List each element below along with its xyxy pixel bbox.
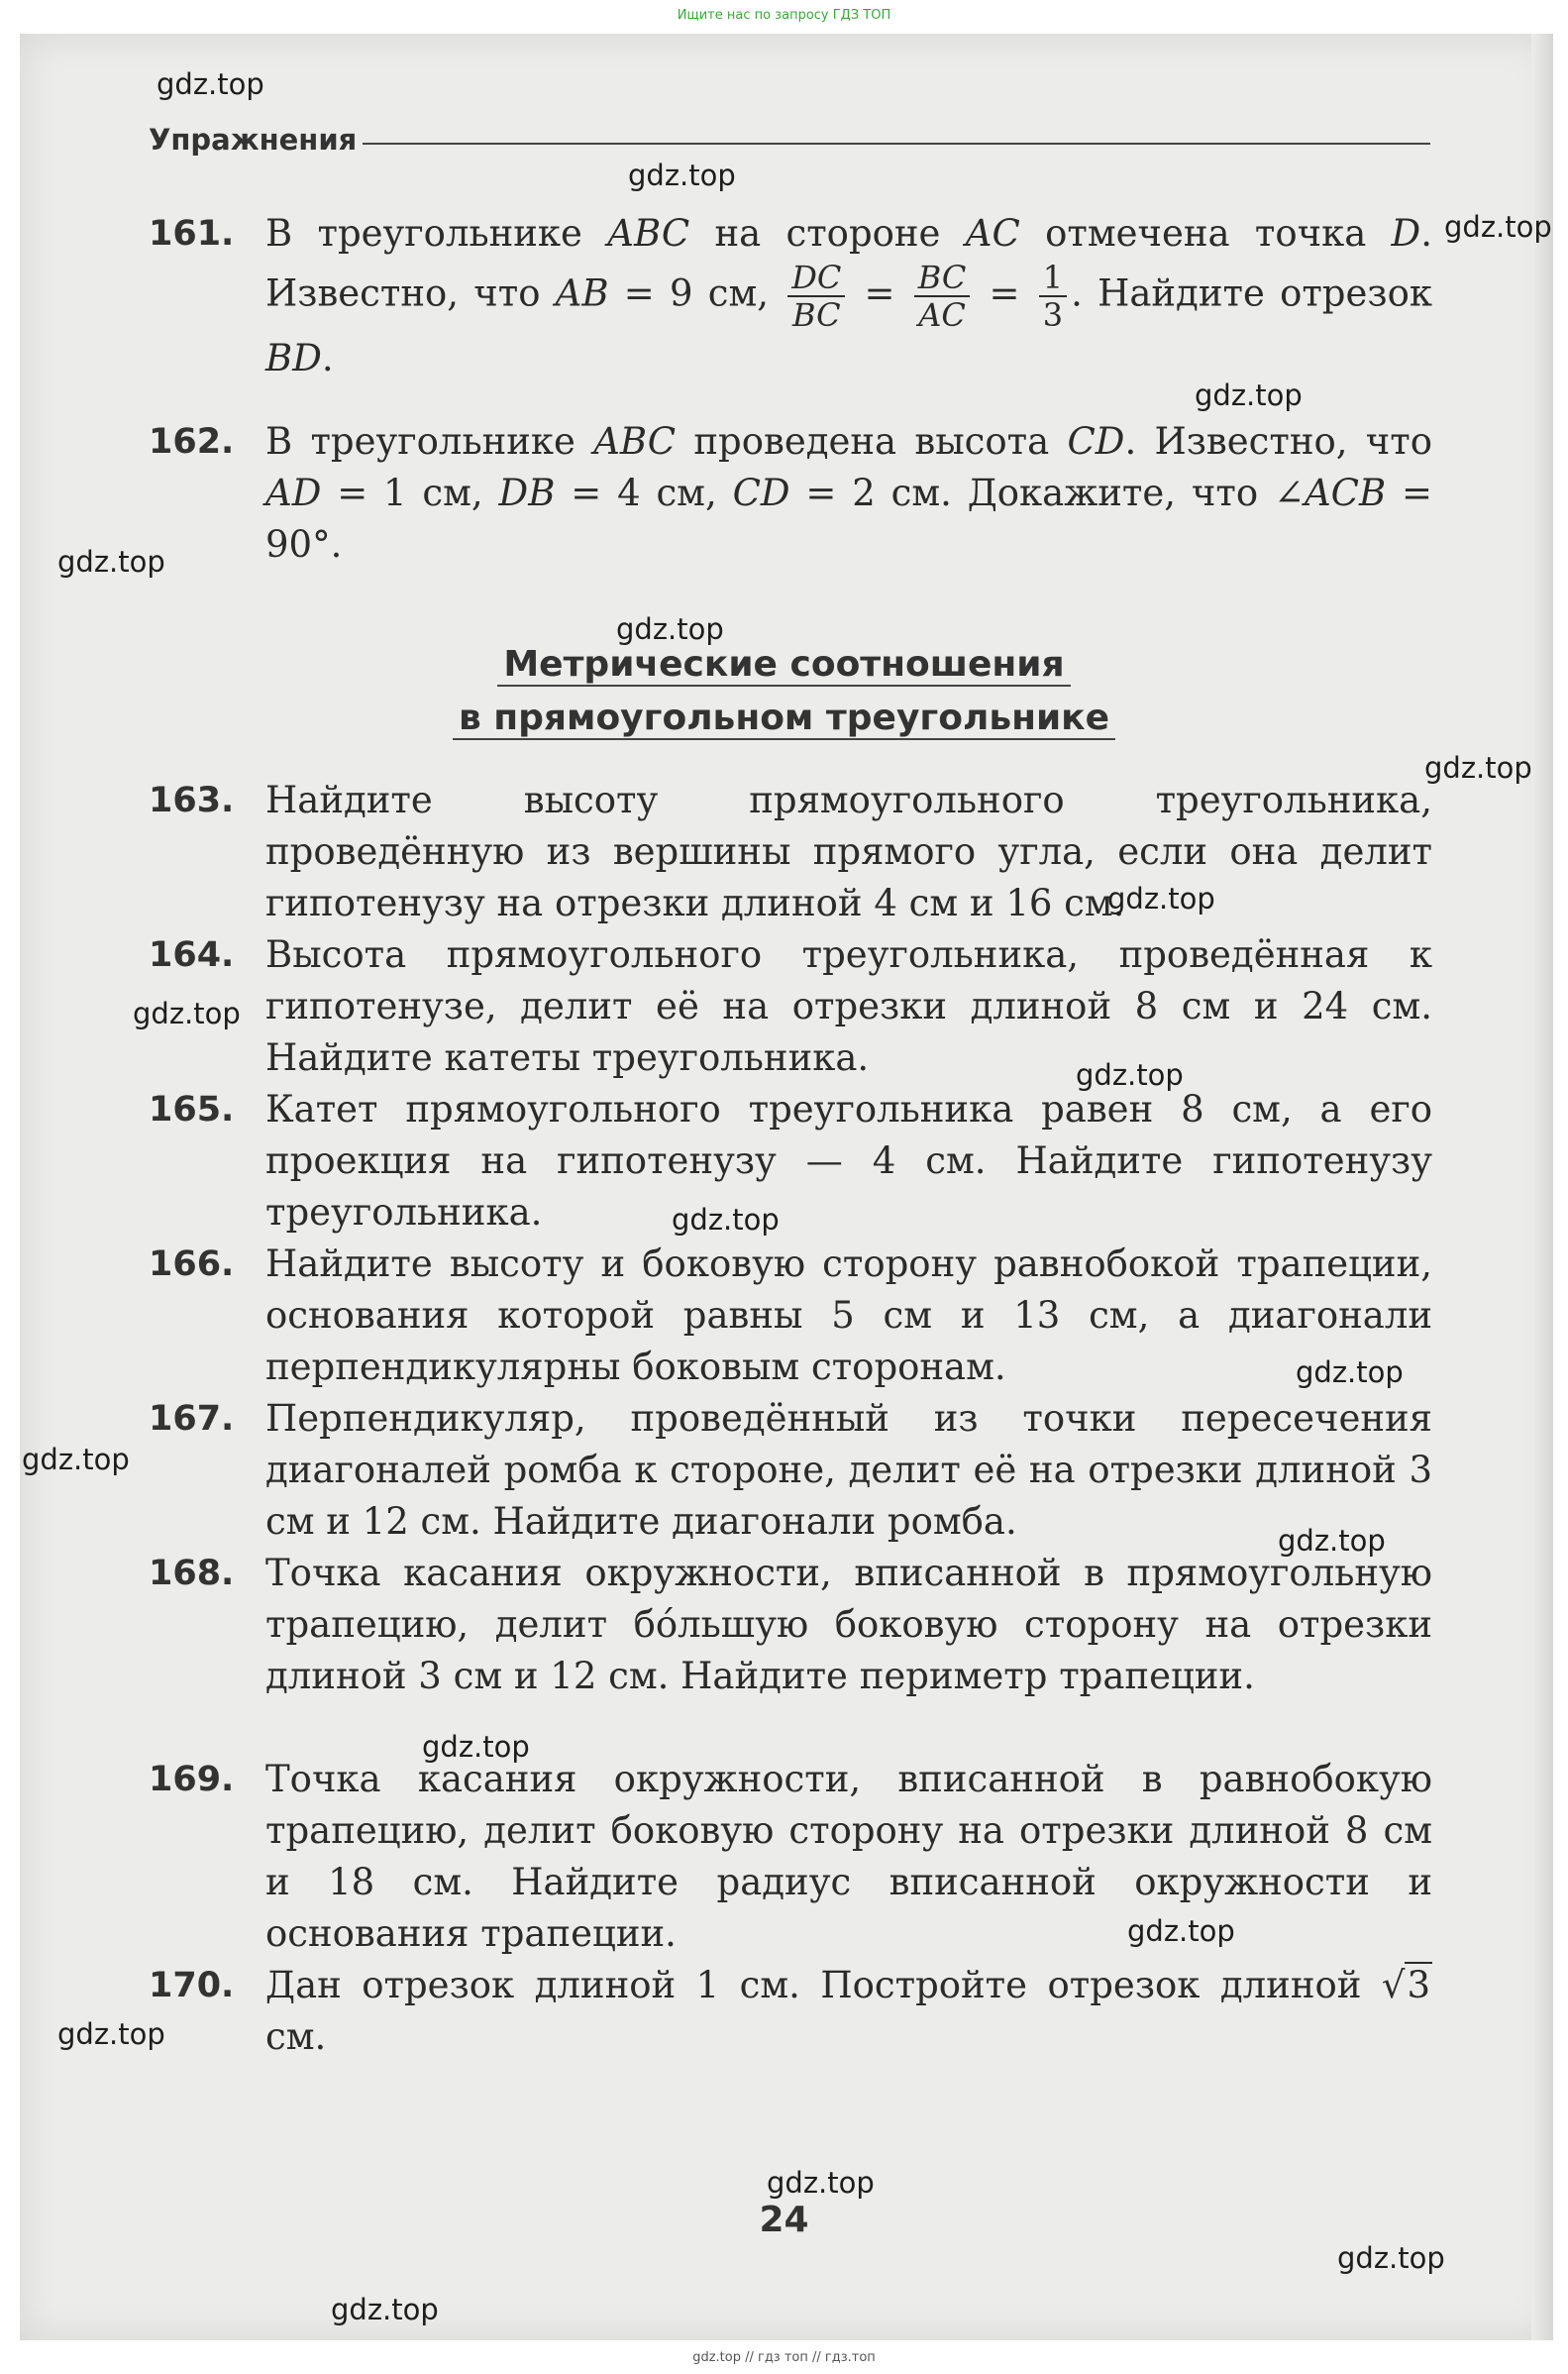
fraction-one-third: $\frac{1}{3}$ <box>1039 260 1067 333</box>
footer-note: gdz.top // гдз топ // гдз.топ <box>692 2350 876 2365</box>
watermark: gdz.top <box>1278 1524 1386 1558</box>
exercise-text: Катет прямоугольного треугольника равен 8 см, а его проекция на гипотенузу — 4 см. Найдите гипотенузу треугольника. <box>265 1088 1432 1234</box>
watermark: gdz.top <box>331 2293 439 2326</box>
exercise-number: 165. <box>149 1090 235 1130</box>
watermark: gdz.top <box>1424 751 1532 785</box>
exercise-number: 163. <box>149 781 235 820</box>
exercise-text: Точка касания окружности, вписанной в прямоугольную трапецию, делит бóльшую боковую сторону на отрезки длиной 3 см и 12 см. Найдите периметр трапеции. <box>265 1552 1432 1697</box>
watermark: gdz.top <box>133 997 241 1030</box>
subsection-title-line1: Метрические соотношения <box>0 644 1568 685</box>
watermark: gdz.top <box>1444 210 1552 244</box>
exercise-168 <box>149 1548 1432 1702</box>
watermark: gdz.top <box>616 612 724 646</box>
exercise-167 <box>149 1393 1432 1548</box>
exercise-text: Дан отрезок длиной 1 см. Постройте отрезок длиной √3 см. <box>265 1964 1430 2058</box>
exercise-text: В треугольнике ABC проведена высота CD. Известно, что AD = 1 см, DB = 4 см, CD = 2 см. Докажите, что ∠ACB = 90°. <box>265 420 1433 566</box>
watermark: gdz.top <box>57 2017 165 2051</box>
watermark: gdz.top <box>1195 378 1303 412</box>
exercise-number: 166. <box>149 1244 235 1284</box>
exercise-162 <box>149 416 1432 571</box>
exercise-169 <box>149 1754 1432 1960</box>
exercise-164 <box>149 929 1432 1084</box>
watermark: gdz.top <box>422 1730 530 1764</box>
watermark: gdz.top <box>22 1443 130 1476</box>
exercise-text: Найдите высоту прямоугольного треугольника, проведённую из вершины прямого угла, если она делит гипотенузу на отрезки длиной 4 см и 16 см. <box>265 779 1432 924</box>
watermark: gdz.top <box>1296 1355 1404 1389</box>
exercise-number: 167. <box>149 1399 235 1439</box>
fraction-dc-bc: $\frac{DC}{BC}$ <box>787 260 845 333</box>
watermark: gdz.top <box>672 1203 780 1237</box>
exercise-165 <box>149 1084 1432 1239</box>
exercise-text: Перпендикуляр, проведённый из точки пересечения диагоналей ромба к стороне, делит её на отрезки длиной 3 см и 12 см. Найдите диагонали ромба. <box>265 1397 1432 1543</box>
watermark: gdz.top <box>157 67 264 101</box>
page-number: 24 <box>759 2200 809 2240</box>
watermark: gdz.top <box>1076 1058 1184 1092</box>
exercise-number: 162. <box>149 422 235 462</box>
exercise-166 <box>149 1239 1432 1393</box>
exercise-163 <box>149 775 1432 929</box>
exercise-text: Высота прямоугольного треугольника, проведённая к гипотенузе, делит её на отрезки длиной 8 см и 24 см. Найдите катеты треугольника. <box>265 933 1432 1079</box>
exercise-number: 168. <box>149 1554 235 1593</box>
exercise-text: Найдите высоту и боковую сторону равнобокой трапеции, основания которой равны 5 см и 13 см, а диагонали перпендикулярны боковым сторонам. <box>265 1242 1432 1388</box>
exercise-number: 164. <box>149 935 235 975</box>
header-search-note: Ищите нас по запросу ГДЗ ТОП <box>677 8 891 23</box>
exercise-text: Точка касания окружности, вписанной в равнобокую трапецию, делит боковую сторону на отрезки длиной 8 см и 18 см. Найдите радиус вписанной окружности и основания трапеции. <box>265 1758 1432 1955</box>
watermark: gdz.top <box>1107 882 1215 916</box>
section-rule <box>363 143 1430 145</box>
exercise-170 <box>149 1960 1432 2063</box>
watermark: gdz.top <box>1127 1914 1235 1948</box>
subsection-title-line2: в прямоугольном треугольнике <box>0 698 1568 738</box>
watermark: gdz.top <box>628 159 736 192</box>
watermark: gdz.top <box>1337 2241 1445 2275</box>
exercise-number: 169. <box>149 1760 235 1799</box>
exercise-text: В треугольнике ABC на стороне AC отмечена точка D. Известно, что AB = 9 см, $\frac{DC}{BC}$ = $\frac{BC}{AC}$ = $\frac{1}{3}$ . Найдите отрезок BD. <box>265 212 1432 379</box>
exercise-number: 161. <box>149 214 235 254</box>
page-edge-shadow <box>1531 34 1553 2340</box>
watermark: gdz.top <box>767 2166 875 2200</box>
square-root: √3 <box>1381 1964 1430 2006</box>
watermark: gdz.top <box>57 545 165 579</box>
exercise-161 <box>149 208 1432 384</box>
exercise-number: 170. <box>149 1966 235 2005</box>
fraction-bc-ac: $\frac{BC}{AC}$ <box>914 260 971 333</box>
section-title: Упражнения <box>149 123 358 157</box>
